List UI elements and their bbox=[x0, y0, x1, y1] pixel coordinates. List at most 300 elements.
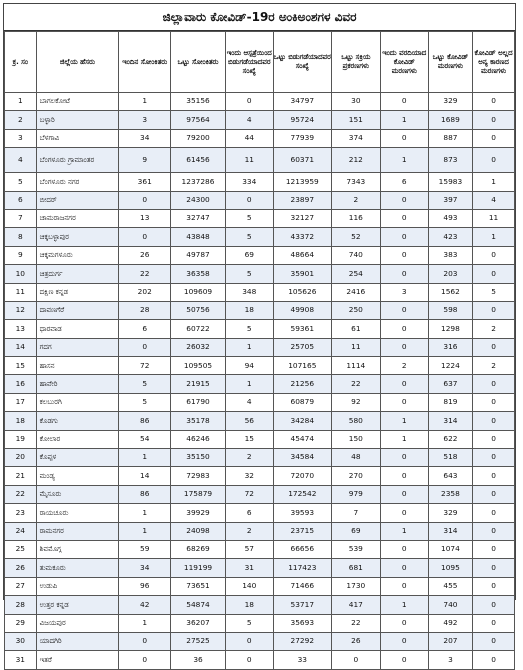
value-cell: 18 bbox=[225, 596, 273, 614]
value-cell: 0 bbox=[473, 504, 515, 522]
value-cell: 5 bbox=[119, 393, 171, 411]
value-cell: 0 bbox=[380, 393, 428, 411]
value-cell: 22 bbox=[331, 375, 380, 393]
value-cell: 25705 bbox=[273, 338, 331, 356]
stats-sheet bbox=[3, 3, 516, 664]
value-cell: 0 bbox=[473, 596, 515, 614]
value-cell: 69 bbox=[331, 522, 380, 540]
value-cell: 96 bbox=[119, 577, 171, 595]
value-cell: 60879 bbox=[273, 393, 331, 411]
table-row bbox=[5, 301, 515, 319]
column-header: ಇಂದಿನ ಸೋಂಕಿತರು bbox=[119, 32, 171, 93]
district-name-cell: ಚಿಕ್ಕಮಗಳೂರು bbox=[36, 246, 119, 264]
value-cell: 740 bbox=[331, 246, 380, 264]
value-cell: 2 bbox=[331, 191, 380, 209]
value-cell: 0 bbox=[380, 504, 428, 522]
value-cell: 5 bbox=[473, 283, 515, 301]
serial-number-cell: 22 bbox=[5, 485, 37, 503]
value-cell: 0 bbox=[380, 129, 428, 147]
value-cell: 1730 bbox=[331, 577, 380, 595]
value-cell: 6 bbox=[380, 173, 428, 191]
serial-number-cell: 3 bbox=[5, 129, 37, 147]
value-cell: 1224 bbox=[428, 357, 472, 375]
value-cell: 3 bbox=[119, 111, 171, 129]
value-cell: 33 bbox=[273, 651, 331, 669]
value-cell: 681 bbox=[331, 559, 380, 577]
district-name-cell: ಚಿಕ್ಕಬಳ್ಳಾಪುರ bbox=[36, 228, 119, 246]
district-name-cell: ವಿಜಯಪುರ bbox=[36, 614, 119, 632]
value-cell: 4 bbox=[225, 393, 273, 411]
value-cell: 314 bbox=[428, 412, 472, 430]
table-row bbox=[5, 246, 515, 264]
table-row bbox=[5, 540, 515, 558]
value-cell: 5 bbox=[225, 614, 273, 632]
value-cell: 97564 bbox=[171, 111, 226, 129]
table-row bbox=[5, 338, 515, 356]
serial-number-cell: 18 bbox=[5, 412, 37, 430]
value-cell: 18 bbox=[225, 301, 273, 319]
page-title: ಜಿಲ್ಲಾವಾರು ಕೋವಿಡ್-19ರ ಅಂಕಿಅಂಶಗಳ ವಿವರ bbox=[4, 4, 515, 31]
district-name-cell: ಬಳ್ಳಾರಿ bbox=[36, 111, 119, 129]
value-cell: 0 bbox=[119, 632, 171, 650]
value-cell: 61790 bbox=[171, 393, 226, 411]
column-header: ಇಂದು ಆಸ್ಪತ್ರೆಯಿಂದ ಬಿಡುಗಡೆಯಾದವರ ಸಂಖ್ಯೆ bbox=[225, 32, 273, 93]
value-cell: 212 bbox=[331, 148, 380, 173]
table-row bbox=[5, 357, 515, 375]
value-cell: 56 bbox=[225, 412, 273, 430]
value-cell: 0 bbox=[473, 301, 515, 319]
value-cell: 203 bbox=[428, 265, 472, 283]
value-cell: 4 bbox=[473, 191, 515, 209]
value-cell: 11 bbox=[331, 338, 380, 356]
value-cell: 0 bbox=[473, 614, 515, 632]
value-cell: 68269 bbox=[171, 540, 226, 558]
value-cell: 740 bbox=[428, 596, 472, 614]
value-cell: 0 bbox=[380, 614, 428, 632]
district-name-cell: ಉಡುಪಿ bbox=[36, 577, 119, 595]
value-cell: 54874 bbox=[171, 596, 226, 614]
value-cell: 35156 bbox=[171, 93, 226, 111]
column-header: ಜಿಲ್ಲೆಯ ಹೆಸರು bbox=[36, 32, 119, 93]
value-cell: 105626 bbox=[273, 283, 331, 301]
value-cell: 0 bbox=[473, 651, 515, 669]
value-cell: 2358 bbox=[428, 485, 472, 503]
value-cell: 637 bbox=[428, 375, 472, 393]
value-cell: 92 bbox=[331, 393, 380, 411]
table-row bbox=[5, 93, 515, 111]
value-cell: 0 bbox=[380, 559, 428, 577]
value-cell: 35150 bbox=[171, 449, 226, 467]
value-cell: 13 bbox=[119, 209, 171, 227]
value-cell: 11 bbox=[225, 148, 273, 173]
value-cell: 1237286 bbox=[171, 173, 226, 191]
value-cell: 1 bbox=[380, 430, 428, 448]
value-cell: 374 bbox=[331, 129, 380, 147]
value-cell: 1 bbox=[119, 504, 171, 522]
district-name-cell: ದಕ್ಷಿಣ ಕನ್ನಡ bbox=[36, 283, 119, 301]
value-cell: 57 bbox=[225, 540, 273, 558]
value-cell: 1 bbox=[119, 522, 171, 540]
value-cell: 86 bbox=[119, 412, 171, 430]
serial-number-cell: 29 bbox=[5, 614, 37, 632]
table-row bbox=[5, 577, 515, 595]
value-cell: 5 bbox=[119, 375, 171, 393]
value-cell: 207 bbox=[428, 632, 472, 650]
value-cell: 72070 bbox=[273, 467, 331, 485]
serial-number-cell: 9 bbox=[5, 246, 37, 264]
value-cell: 0 bbox=[473, 577, 515, 595]
value-cell: 873 bbox=[428, 148, 472, 173]
value-cell: 0 bbox=[380, 449, 428, 467]
value-cell: 72 bbox=[119, 357, 171, 375]
value-cell: 116 bbox=[331, 209, 380, 227]
value-cell: 15 bbox=[225, 430, 273, 448]
district-name-cell: ಉತ್ತರ ಕನ್ನಡ bbox=[36, 596, 119, 614]
value-cell: 316 bbox=[428, 338, 472, 356]
value-cell: 254 bbox=[331, 265, 380, 283]
value-cell: 0 bbox=[473, 246, 515, 264]
value-cell: 0 bbox=[380, 301, 428, 319]
value-cell: 0 bbox=[225, 651, 273, 669]
serial-number-cell: 15 bbox=[5, 357, 37, 375]
district-name-cell: ಚಿತ್ರದುರ್ಗ bbox=[36, 265, 119, 283]
value-cell: 0 bbox=[380, 375, 428, 393]
value-cell: 361 bbox=[119, 173, 171, 191]
district-name-cell: ಕೋಲಾರ bbox=[36, 430, 119, 448]
district-name-cell: ತುಮಕೂರು bbox=[36, 559, 119, 577]
serial-number-cell: 21 bbox=[5, 467, 37, 485]
value-cell: 72983 bbox=[171, 467, 226, 485]
value-cell: 59 bbox=[119, 540, 171, 558]
district-name-cell: ಚಾಮರಾಜನಗರ bbox=[36, 209, 119, 227]
value-cell: 34284 bbox=[273, 412, 331, 430]
serial-number-cell: 16 bbox=[5, 375, 37, 393]
value-cell: 6 bbox=[119, 320, 171, 338]
value-cell: 0 bbox=[473, 375, 515, 393]
value-cell: 79200 bbox=[171, 129, 226, 147]
value-cell: 36 bbox=[171, 651, 226, 669]
table-row bbox=[5, 393, 515, 411]
value-cell: 71466 bbox=[273, 577, 331, 595]
value-cell: 9 bbox=[119, 148, 171, 173]
value-cell: 979 bbox=[331, 485, 380, 503]
column-header: ಒಟ್ಟು ಸೋಂಕಿತರು bbox=[171, 32, 226, 93]
value-cell: 0 bbox=[225, 191, 273, 209]
serial-number-cell: 5 bbox=[5, 173, 37, 191]
district-name-cell: ಬೆಳಗಾವಿ bbox=[36, 129, 119, 147]
value-cell: 5 bbox=[225, 320, 273, 338]
value-cell: 0 bbox=[473, 522, 515, 540]
value-cell: 109609 bbox=[171, 283, 226, 301]
value-cell: 30 bbox=[331, 93, 380, 111]
value-cell: 175879 bbox=[171, 485, 226, 503]
value-cell: 0 bbox=[380, 246, 428, 264]
district-name-cell: ಕೊಡಗು bbox=[36, 412, 119, 430]
value-cell: 329 bbox=[428, 93, 472, 111]
district-name-cell: ರಾಯಚೂರು bbox=[36, 504, 119, 522]
value-cell: 94 bbox=[225, 357, 273, 375]
value-cell: 26 bbox=[119, 246, 171, 264]
value-cell: 43848 bbox=[171, 228, 226, 246]
table-row bbox=[5, 449, 515, 467]
district-name-cell: ಧಾರವಾಡ bbox=[36, 320, 119, 338]
value-cell: 27525 bbox=[171, 632, 226, 650]
serial-number-cell: 8 bbox=[5, 228, 37, 246]
value-cell: 45474 bbox=[273, 430, 331, 448]
value-cell: 598 bbox=[428, 301, 472, 319]
value-cell: 0 bbox=[473, 129, 515, 147]
table-header bbox=[5, 32, 515, 93]
value-cell: 140 bbox=[225, 577, 273, 595]
column-header: ಒಟ್ಟು ಬಿಡುಗಡೆಯಾದವರ ಸಂಖ್ಯೆ bbox=[273, 32, 331, 93]
column-header: ಒಟ್ಟು ಕೋವಿಡ್ ಮರಣಗಳು bbox=[428, 32, 472, 93]
serial-number-cell: 12 bbox=[5, 301, 37, 319]
value-cell: 1562 bbox=[428, 283, 472, 301]
serial-number-cell: 4 bbox=[5, 148, 37, 173]
value-cell: 1 bbox=[119, 449, 171, 467]
serial-number-cell: 13 bbox=[5, 320, 37, 338]
table-row bbox=[5, 375, 515, 393]
value-cell: 0 bbox=[119, 651, 171, 669]
serial-number-cell: 19 bbox=[5, 430, 37, 448]
value-cell: 493 bbox=[428, 209, 472, 227]
value-cell: 151 bbox=[331, 111, 380, 129]
district-name-cell: ಮಂಡ್ಯ bbox=[36, 467, 119, 485]
value-cell: 77939 bbox=[273, 129, 331, 147]
serial-number-cell: 20 bbox=[5, 449, 37, 467]
value-cell: 518 bbox=[428, 449, 472, 467]
value-cell: 0 bbox=[380, 320, 428, 338]
value-cell: 0 bbox=[380, 209, 428, 227]
serial-number-cell: 6 bbox=[5, 191, 37, 209]
value-cell: 21915 bbox=[171, 375, 226, 393]
value-cell: 0 bbox=[380, 338, 428, 356]
table-row bbox=[5, 129, 515, 147]
value-cell: 66656 bbox=[273, 540, 331, 558]
serial-number-cell: 26 bbox=[5, 559, 37, 577]
value-cell: 11 bbox=[473, 209, 515, 227]
table-row bbox=[5, 265, 515, 283]
table-row bbox=[5, 228, 515, 246]
value-cell: 43372 bbox=[273, 228, 331, 246]
value-cell: 0 bbox=[380, 540, 428, 558]
value-cell: 4 bbox=[225, 111, 273, 129]
value-cell: 36207 bbox=[171, 614, 226, 632]
district-name-cell: ಹಾಸನ bbox=[36, 357, 119, 375]
district-name-cell: ಕಲಬುರಗಿ bbox=[36, 393, 119, 411]
serial-number-cell: 11 bbox=[5, 283, 37, 301]
value-cell: 455 bbox=[428, 577, 472, 595]
table-row bbox=[5, 209, 515, 227]
value-cell: 202 bbox=[119, 283, 171, 301]
value-cell: 109505 bbox=[171, 357, 226, 375]
value-cell: 0 bbox=[331, 651, 380, 669]
value-cell: 39593 bbox=[273, 504, 331, 522]
value-cell: 27292 bbox=[273, 632, 331, 650]
value-cell: 6 bbox=[225, 504, 273, 522]
value-cell: 35178 bbox=[171, 412, 226, 430]
value-cell: 0 bbox=[473, 467, 515, 485]
value-cell: 34797 bbox=[273, 93, 331, 111]
table-row bbox=[5, 173, 515, 191]
serial-number-cell: 17 bbox=[5, 393, 37, 411]
value-cell: 117423 bbox=[273, 559, 331, 577]
value-cell: 22 bbox=[331, 614, 380, 632]
district-name-cell: ಶಿವಮೊಗ್ಗ bbox=[36, 540, 119, 558]
column-header: ಕ್ರ. ಸಂ bbox=[5, 32, 37, 93]
value-cell: 86 bbox=[119, 485, 171, 503]
value-cell: 59361 bbox=[273, 320, 331, 338]
value-cell: 0 bbox=[473, 338, 515, 356]
table-row bbox=[5, 148, 515, 173]
value-cell: 1 bbox=[380, 596, 428, 614]
value-cell: 49787 bbox=[171, 246, 226, 264]
value-cell: 0 bbox=[473, 93, 515, 111]
column-header: ಇಂದು ವರದಿಯಾದ ಕೋವಿಡ್ ಮರಣಗಳು bbox=[380, 32, 428, 93]
value-cell: 35693 bbox=[273, 614, 331, 632]
table-row bbox=[5, 485, 515, 503]
value-cell: 1298 bbox=[428, 320, 472, 338]
value-cell: 0 bbox=[380, 191, 428, 209]
value-cell: 0 bbox=[225, 93, 273, 111]
table-row bbox=[5, 632, 515, 650]
district-name-cell: ದಾವಣಗೆರೆ bbox=[36, 301, 119, 319]
table-row bbox=[5, 559, 515, 577]
table-row bbox=[5, 412, 515, 430]
value-cell: 50756 bbox=[171, 301, 226, 319]
value-cell: 44 bbox=[225, 129, 273, 147]
value-cell: 46246 bbox=[171, 430, 226, 448]
table-row bbox=[5, 467, 515, 485]
value-cell: 0 bbox=[380, 577, 428, 595]
value-cell: 61 bbox=[331, 320, 380, 338]
value-cell: 69 bbox=[225, 246, 273, 264]
value-cell: 172542 bbox=[273, 485, 331, 503]
value-cell: 48664 bbox=[273, 246, 331, 264]
value-cell: 0 bbox=[473, 485, 515, 503]
column-header: ಕೋವಿಡ್ ಅಲ್ಲದ ಅನ್ಯ ಕಾರಣದ ಮರಣಗಳು bbox=[473, 32, 515, 93]
table-body bbox=[5, 93, 515, 670]
serial-number-cell: 14 bbox=[5, 338, 37, 356]
value-cell: 23715 bbox=[273, 522, 331, 540]
value-cell: 26 bbox=[331, 632, 380, 650]
value-cell: 1 bbox=[119, 93, 171, 111]
district-name-cell: ಬಾಗಲಕೋಟೆ bbox=[36, 93, 119, 111]
value-cell: 42 bbox=[119, 596, 171, 614]
value-cell: 52 bbox=[331, 228, 380, 246]
serial-number-cell: 30 bbox=[5, 632, 37, 650]
value-cell: 14 bbox=[119, 467, 171, 485]
value-cell: 334 bbox=[225, 173, 273, 191]
value-cell: 1114 bbox=[331, 357, 380, 375]
value-cell: 60722 bbox=[171, 320, 226, 338]
value-cell: 61456 bbox=[171, 148, 226, 173]
value-cell: 54 bbox=[119, 430, 171, 448]
value-cell: 1 bbox=[473, 173, 515, 191]
value-cell: 1 bbox=[225, 338, 273, 356]
value-cell: 22 bbox=[119, 265, 171, 283]
header-row bbox=[5, 32, 515, 93]
value-cell: 2 bbox=[225, 449, 273, 467]
value-cell: 24098 bbox=[171, 522, 226, 540]
value-cell: 2 bbox=[225, 522, 273, 540]
table-row bbox=[5, 596, 515, 614]
serial-number-cell: 25 bbox=[5, 540, 37, 558]
table-row bbox=[5, 430, 515, 448]
district-name-cell: ಇತರೆ bbox=[36, 651, 119, 669]
value-cell: 1074 bbox=[428, 540, 472, 558]
value-cell: 887 bbox=[428, 129, 472, 147]
value-cell: 0 bbox=[225, 632, 273, 650]
value-cell: 0 bbox=[473, 148, 515, 173]
value-cell: 95724 bbox=[273, 111, 331, 129]
district-name-cell: ಬೆಂಗಳೂರು ಗ್ರಾಮಾಂತರ bbox=[36, 148, 119, 173]
value-cell: 49908 bbox=[273, 301, 331, 319]
value-cell: 3 bbox=[380, 283, 428, 301]
value-cell: 5 bbox=[225, 209, 273, 227]
table-row bbox=[5, 283, 515, 301]
value-cell: 270 bbox=[331, 467, 380, 485]
value-cell: 0 bbox=[473, 632, 515, 650]
table-row bbox=[5, 111, 515, 129]
value-cell: 622 bbox=[428, 430, 472, 448]
value-cell: 1213959 bbox=[273, 173, 331, 191]
district-name-cell: ಹಾವೇರಿ bbox=[36, 375, 119, 393]
value-cell: 3 bbox=[428, 651, 472, 669]
value-cell: 0 bbox=[380, 651, 428, 669]
district-name-cell: ಬೀದರ್ bbox=[36, 191, 119, 209]
value-cell: 31 bbox=[225, 559, 273, 577]
value-cell: 0 bbox=[473, 412, 515, 430]
value-cell: 643 bbox=[428, 467, 472, 485]
value-cell: 2416 bbox=[331, 283, 380, 301]
value-cell: 34 bbox=[119, 129, 171, 147]
value-cell: 48 bbox=[331, 449, 380, 467]
serial-number-cell: 2 bbox=[5, 111, 37, 129]
value-cell: 0 bbox=[119, 191, 171, 209]
value-cell: 0 bbox=[473, 111, 515, 129]
serial-number-cell: 23 bbox=[5, 504, 37, 522]
serial-number-cell: 10 bbox=[5, 265, 37, 283]
value-cell: 23897 bbox=[273, 191, 331, 209]
value-cell: 28 bbox=[119, 301, 171, 319]
value-cell: 1 bbox=[119, 614, 171, 632]
value-cell: 1 bbox=[380, 111, 428, 129]
serial-number-cell: 28 bbox=[5, 596, 37, 614]
table-row bbox=[5, 651, 515, 669]
value-cell: 348 bbox=[225, 283, 273, 301]
value-cell: 24300 bbox=[171, 191, 226, 209]
serial-number-cell: 31 bbox=[5, 651, 37, 669]
table-row bbox=[5, 320, 515, 338]
value-cell: 539 bbox=[331, 540, 380, 558]
district-name-cell: ಮೈಸೂರು bbox=[36, 485, 119, 503]
value-cell: 107165 bbox=[273, 357, 331, 375]
value-cell: 0 bbox=[473, 265, 515, 283]
value-cell: 35901 bbox=[273, 265, 331, 283]
serial-number-cell: 24 bbox=[5, 522, 37, 540]
value-cell: 150 bbox=[331, 430, 380, 448]
value-cell: 7343 bbox=[331, 173, 380, 191]
value-cell: 1095 bbox=[428, 559, 472, 577]
value-cell: 36358 bbox=[171, 265, 226, 283]
table-row bbox=[5, 614, 515, 632]
value-cell: 0 bbox=[380, 93, 428, 111]
value-cell: 0 bbox=[473, 559, 515, 577]
district-name-cell: ಕೊಪ್ಪಳ bbox=[36, 449, 119, 467]
value-cell: 1 bbox=[380, 412, 428, 430]
value-cell: 0 bbox=[380, 632, 428, 650]
